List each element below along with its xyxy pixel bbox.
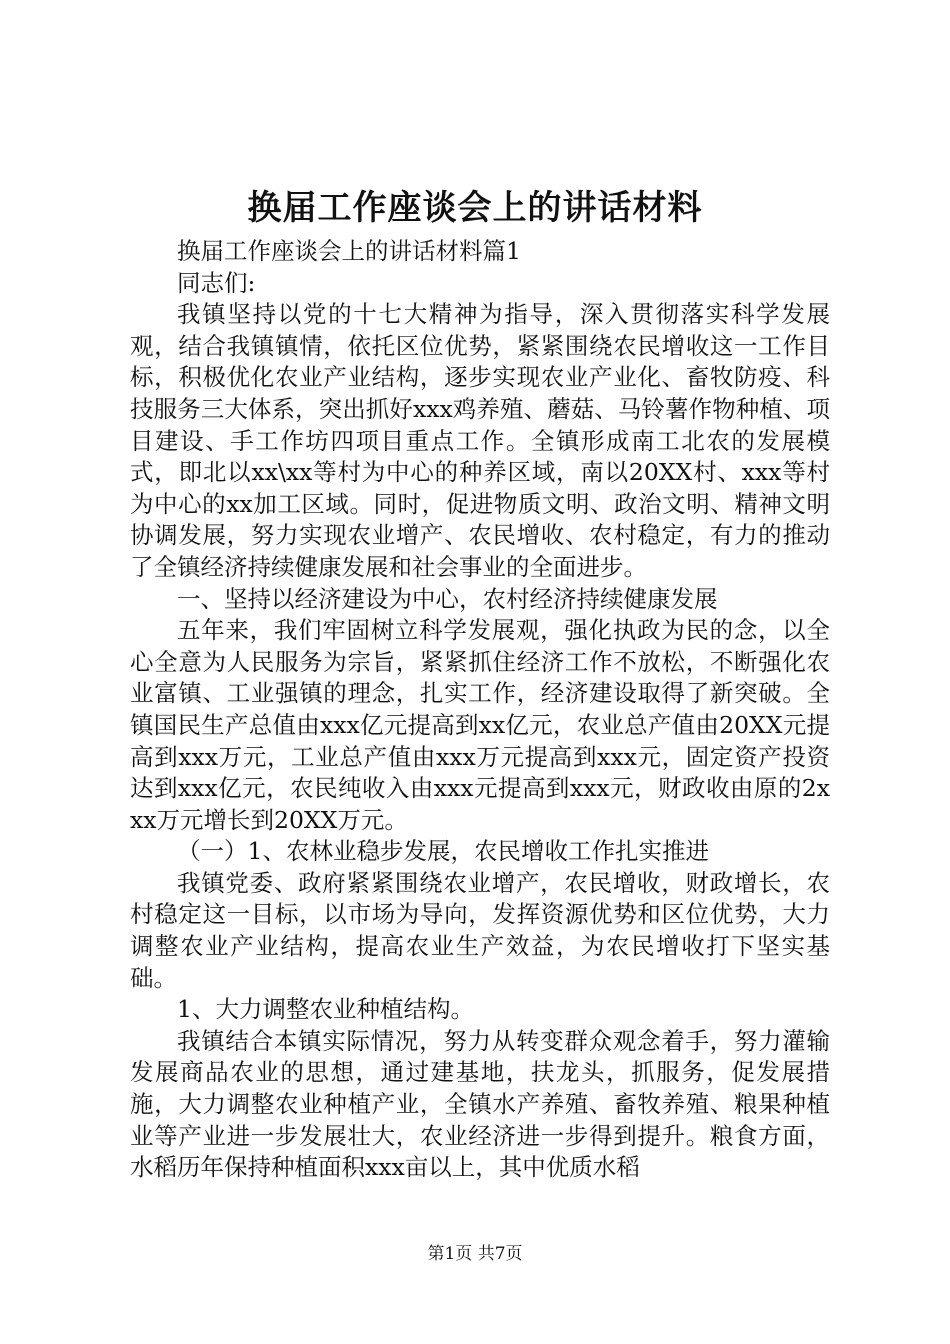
paragraph: 五年来，我们牢固树立科学发展观，强化执政为民的念，以全心全意为人民服务为宗旨，紧紧抓住经济工作不放松，不断强化农业富镇、工业强镇的理念，扎实工作，经济建设取得了新突破。全镇国民生产总值由xxx亿元提高到xx亿元，农业总产值由20XX元提高到xxx万元，工业总产值由xxx万元提高到xxx元，固定资产投资达到xxx亿元，农民纯收入由xxx元提高到xxx元，财政收由原的2xxx万元增长到20XX万元。 xyxy=(130,616,830,834)
salutation: 同志们: xyxy=(177,268,256,297)
paragraph: 我镇党委、政府紧紧围绕农业增产，农民增收，财政增长，农村稳定这一目标，以市场为导向，发挥资源优势和区位优势，大力调整农业产业结构，提高农业生产效益，为农民增收打下坚实基础。 xyxy=(130,868,830,992)
paragraph: 我镇坚持以党的十七大精神为指导，深入贯彻落实科学发展观，结合我镇镇情，依托区位优势，紧紧围绕农民增收这一工作目标，积极优化农业产业结构，逐步实现农业产业化、畜牧防疫、科技服务三大体系，突出抓好xxx鸡养殖、蘑菇、马铃薯作物种植、项目建设、手工作坊四项目重点工作。全镇形成南工北农的发展模式，即北以xx\xx等村为中心的种养区域，南以20XX村、xxx等村为中心的xx加工区域。同时，促进物质文明、政治文明、精神文明协调发展，努力实现农业增产、农民增收、农村稳定，有力的推动了全镇经济持续健康发展和社会事业的全面进步。 xyxy=(130,300,830,581)
item-heading: 1、大力调整农业种植结构。 xyxy=(177,995,474,1024)
subsection-heading: （一）1、农林业稳步发展，农民增收工作扎实推进 xyxy=(177,837,709,866)
section-heading: 一、坚持以经济建设为中心，农村经济持续健康发展 xyxy=(177,584,718,613)
page-number-footer: 第1页 共7页 xyxy=(427,1244,523,1264)
section-heading: 换届工作座谈会上的讲话材料篇1 xyxy=(177,237,521,265)
document-body xyxy=(130,236,830,1184)
document-title: 换届工作座谈会上的讲话材料 xyxy=(247,188,703,228)
paragraph: 我镇结合本镇实际情况，努力从转变群众观念着手，努力灌输发展商品农业的思想，通过建基地，扶龙头，抓服务，促发展措施，大力调整农业种植产业，全镇水产养殖、畜牧养殖、粮果种植业等产业进一步发展壮大，农业经济进一步得到提升。粮食方面，水稻历年保持种植面积xxx亩以上，其中优质水稻 xyxy=(130,1026,830,1182)
